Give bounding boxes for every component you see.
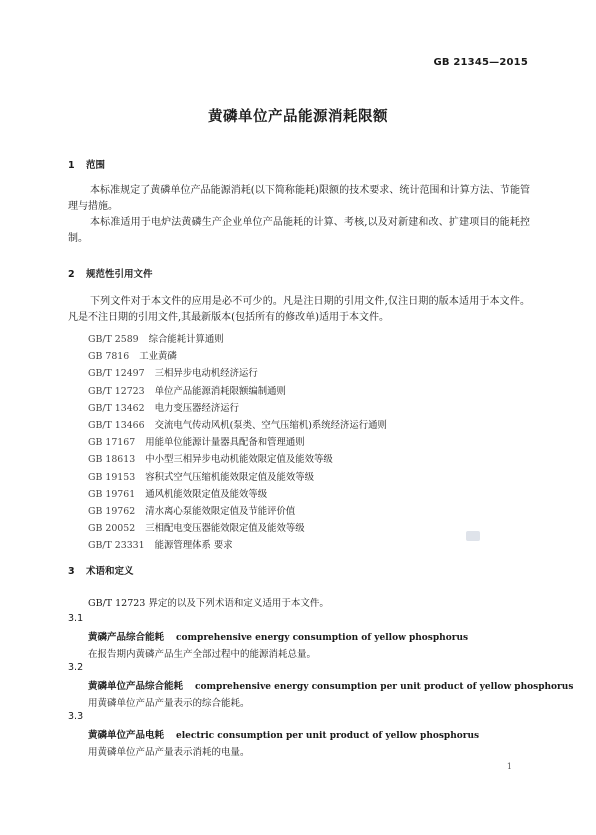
reference-title: 容积式空气压缩机能效限定值及能效等级: [145, 471, 314, 483]
term-chinese: 黄磷单位产品综合能耗: [88, 681, 184, 692]
reference-code: GB/T 13466: [88, 420, 145, 431]
term-definition: 在报告期内黄磷产品生产全部过程中的能源消耗总量。: [88, 649, 317, 660]
section-1-heading: [68, 157, 105, 171]
reference-item: [88, 486, 267, 500]
reference-item: [88, 503, 295, 517]
reference-code: GB 20052: [88, 523, 136, 535]
term-heading: [88, 629, 468, 643]
reference-title: 三相配电变压器能效限定值及能效等级: [145, 523, 305, 535]
term-chinese: 黄磷单位产品电耗: [88, 730, 165, 741]
term-english: comprehensive energy consumption per unit product of yellow phosphorus: [195, 682, 574, 692]
reference-code: GB 19153: [88, 471, 136, 483]
reference-code: GB/T 12723: [88, 385, 145, 397]
reference-title: 清水离心泵能效限定值及节能评价值: [145, 506, 296, 517]
reference-title: 中小型三相异步电动机能效限定值及能效等级: [145, 454, 333, 466]
term-chinese: 黄磷产品综合能耗: [88, 632, 165, 643]
section-title: 术语和定义: [86, 566, 134, 577]
term-definition: 用黄磷单位产品产量表示消耗的电量。: [88, 747, 250, 758]
reference-code: GB 19761: [88, 488, 136, 500]
reference-title: 能源管理体系 要求: [154, 540, 233, 552]
reference-item: [88, 520, 305, 534]
reference-title: 电力变压器经济运行: [154, 402, 239, 414]
terms-intro: GB/T 12723 界定的以及下列术语和定义适用于本文件。: [88, 598, 329, 609]
reference-item: [88, 451, 333, 465]
section-3-heading: [68, 563, 134, 577]
reference-item: [88, 331, 224, 345]
reference-title: 工业黄磷: [139, 351, 177, 363]
reference-code: GB 18613: [88, 454, 136, 466]
reference-title: 交流电气传动风机(泵类、空气压缩机)系统经济运行通则: [154, 420, 387, 431]
term-english: electric consumption per unit product of yellow phosphorus: [176, 731, 480, 741]
reference-title: 单位产品能源消耗限额编制通则: [154, 385, 286, 397]
reference-item: [88, 400, 239, 414]
reference-item: [88, 365, 258, 379]
normative-intro: 下列文件对于本文件的应用是必不可少的。凡是注日期的引用文件,仅注日期的版本适用于本文件。凡是不注日期的引用文件,其最新版本(包括所有的修改单)适用于本文件。: [68, 296, 530, 323]
reference-code: GB 17167: [88, 437, 136, 449]
section-title: 规范性引用文件: [86, 269, 153, 280]
reference-title: 综合能耗计算通则: [148, 334, 224, 345]
clause-number: 3.2: [68, 662, 84, 673]
reference-code: GB/T 2589: [88, 334, 139, 345]
reference-title: 三相异步电动机经济运行: [154, 368, 258, 380]
clause-number: 3.3: [68, 711, 84, 722]
clause-number: 3.1: [68, 613, 84, 624]
section-2-heading: [68, 266, 153, 280]
term-heading: [88, 727, 479, 741]
reference-code: GB/T 13462: [88, 402, 145, 414]
scope-paragraph-2: 本标准适用于电炉法黄磷生产企业单位产品能耗的计算、考核,以及对新建和改、扩建项目的能耗控制。: [68, 217, 530, 244]
section-number: 2: [68, 269, 75, 280]
section-number: 1: [68, 160, 75, 171]
page-number: 1: [506, 762, 512, 771]
reference-item: [88, 417, 387, 431]
reference-item: [88, 383, 286, 397]
scope-paragraph-1: 本标准规定了黄磷单位产品能源消耗(以下简称能耗)限额的技术要求、统计范围和计算方法、节能管理与措施。: [68, 185, 530, 212]
term-english: comprehensive energy consumption of yellow phosphorus: [176, 633, 469, 643]
reference-code: GB 19762: [88, 506, 136, 517]
reference-item: [88, 469, 314, 483]
standard-number: GB 21345—2015: [433, 57, 528, 68]
stamp-mark: [466, 531, 480, 541]
reference-code: GB/T 23331: [88, 540, 145, 552]
reference-title: 用能单位能源计量器具配备和管理通则: [145, 437, 305, 449]
reference-code: GB 7816: [88, 351, 130, 363]
section-number: 3: [68, 566, 75, 577]
reference-item: [88, 348, 177, 362]
section-title: 范围: [86, 160, 106, 171]
reference-title: 通风机能效限定值及能效等级: [145, 488, 268, 500]
term-heading: [88, 678, 573, 692]
reference-code: GB/T 12497: [88, 368, 145, 380]
term-definition: 用黄磷单位产品产量表示的综合能耗。: [88, 698, 250, 709]
reference-item: [88, 434, 305, 448]
reference-item: [88, 537, 233, 551]
document-title: 黄磷单位产品能源消耗限额: [208, 109, 388, 125]
